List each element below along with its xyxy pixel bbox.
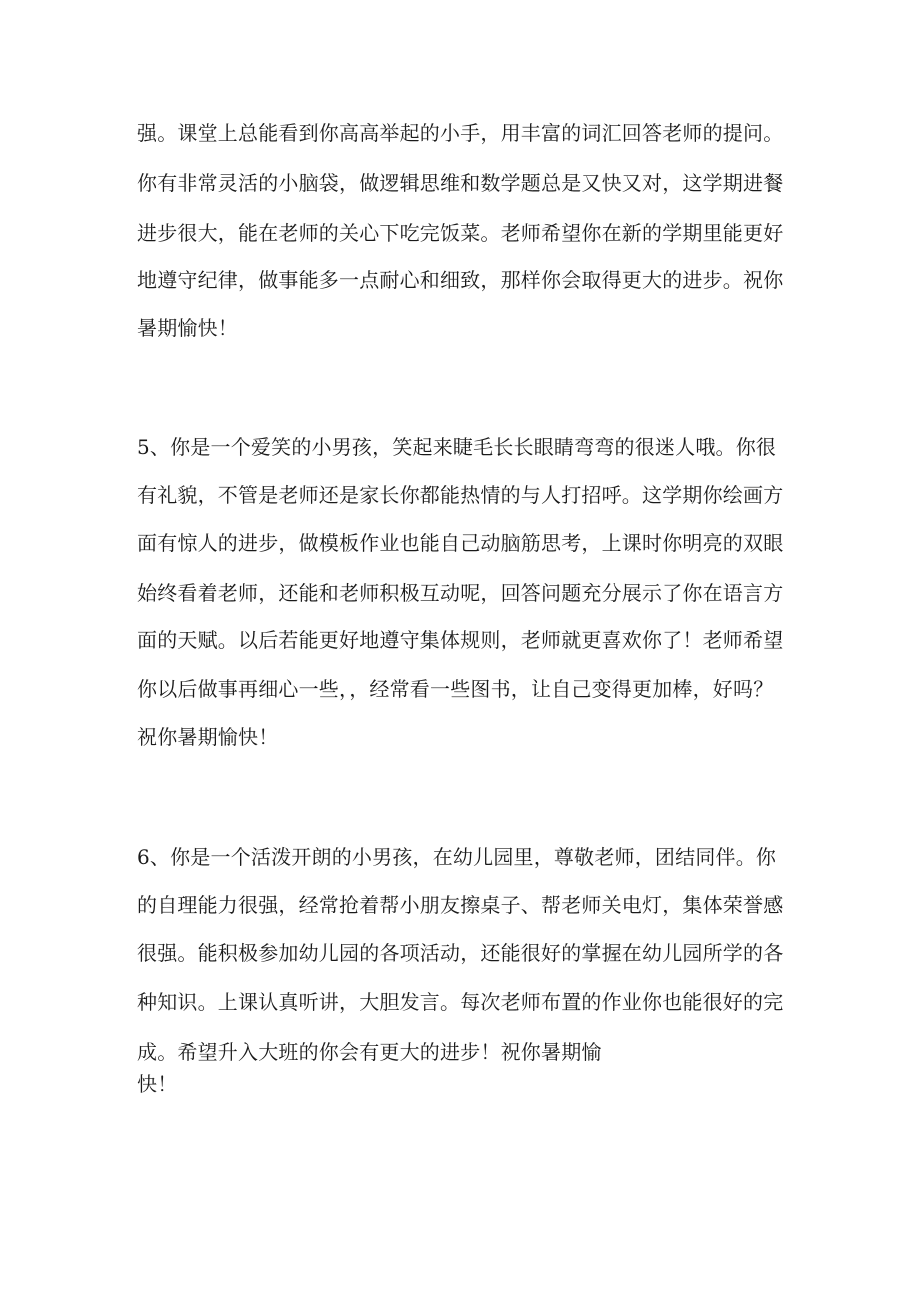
text-line: 面有惊人的进步，做模板作业也能自己动脑筋思考，上课时你明亮的双眼 [137,531,784,555]
text-line: 强。课堂上总能看到你高高举起的小手，用丰富的词汇回答老师的提问。 [137,121,784,145]
text-line: 进步很大，能在老师的关心下吃完饭菜。老师希望你在新的学期里能更好 [137,221,784,245]
text-line: 的自理能力很强，经常抢着帮小朋友擦桌子、帮老师关电灯，集体荣誉感 [137,893,784,917]
text-line: 面的天赋。以后若能更好地遵守集体规则，老师就更喜欢你了！老师希望 [137,628,784,652]
text-line: 你以后做事再细心一些，，经常看一些图书，让自己变得更加棒，好吗？ [137,677,774,701]
text-line: 5、你是一个爱笑的小男孩，笑起来睫毛长长眼睛弯弯的很迷人哦。你很 [137,435,777,459]
text-line: 6、你是一个活泼开朗的小男孩，在幼儿园里，尊敬老师，团结同伴。你 [137,845,777,869]
text-line: 快！ [137,1072,178,1096]
text-line: 暑期愉快！ [137,316,238,340]
text-line: 有礼貌，不管是老师还是家长你都能热情的与人打招呼。这学期你绘画方 [137,483,784,507]
text-line: 始终看着老师，还能和老师积极互动呢，回答问题充分展示了你在语言方 [137,581,784,605]
text-line: 成。希望升入大班的你会有更大的进步！祝你暑期愉 [137,1040,602,1064]
text-line: 地遵守纪律，做事能多一点耐心和细致，那样你会取得更大的进步。祝你 [137,268,784,292]
text-line: 种知识。上课认真听讲，大胆发言。每次老师布置的作业你也能很好的完 [137,990,784,1014]
text-line: 很强。能积极参加幼儿园的各项活动，还能很好的掌握在幼儿园所学的各 [137,941,784,965]
text-line: 祝你暑期愉快！ [137,725,279,749]
text-line: 你有非常灵活的小脑袋，做逻辑思维和数学题总是又快又对，这学期进餐 [137,171,784,195]
